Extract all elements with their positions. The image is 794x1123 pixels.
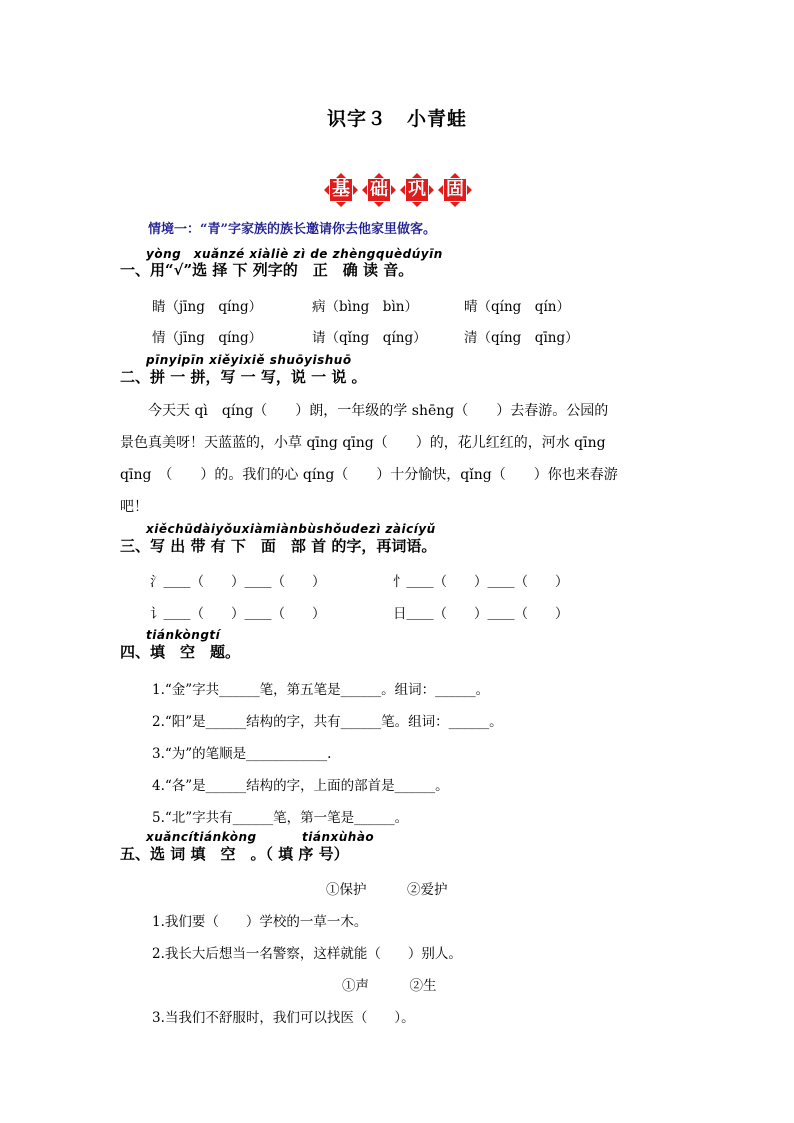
s5-question: 1.我们要（ ）学校的一草一木。 — [152, 914, 368, 930]
s4-item: 2.“阳”是______结构的字，共有______笔。组词：______。 — [152, 714, 503, 730]
s2-passage-line: qīng （ ）的。我们的心 qíng（ ）十分愉快，qǐng（ ）你也来春游 — [120, 467, 618, 483]
scenario-text: 情境一：“青”字家族的族长邀请你去他家里做客。 — [148, 222, 436, 237]
s3-row: 讠＿＿（ ）＿＿（ ） — [150, 606, 326, 622]
section5-pinyin-2: tiánxùhào — [302, 830, 375, 844]
s1-option: 清（qíng qīng） — [464, 330, 579, 346]
s3-row: 氵＿＿（ ）＿＿（ ） — [150, 574, 326, 590]
section5-heading: 五、选 词 填 空 。（ 填 序 号） — [120, 845, 349, 863]
s5-options: ①保护 ②爱护 — [326, 882, 448, 898]
badge-char: 基 — [324, 173, 358, 207]
s5-question: 2.我长大后想当一名警察，这样就能（ ）别人。 — [152, 946, 462, 962]
s1-option: 请（qǐng qíng） — [312, 330, 427, 346]
section-badge — [324, 173, 472, 207]
badge-char: 固 — [438, 173, 472, 207]
s4-item: 1.“金”字共______笔，第五笔是______。组词：______。 — [152, 682, 490, 698]
badge-char: 础 — [362, 173, 396, 207]
s1-option: 睛（jīng qíng） — [152, 299, 263, 315]
section5-pinyin: xuǎncítiánkòng — [146, 830, 257, 844]
s1-option: 病（bìng bìn） — [312, 299, 418, 315]
section4-heading: 四、填 空 题。 — [120, 643, 241, 661]
s2-passage-line: 今天天 qì qíng（ ）朗，一年级的学 shēng（ ）去春游。公园的 — [148, 403, 609, 419]
section1-heading: 一、用“√”选 择 下 列字的 正 确 读 音。 — [120, 261, 414, 279]
s2-passage-line: 吧！ — [120, 499, 148, 515]
s4-item: 3.“为”的笔顺是____________. — [152, 746, 332, 762]
s3-row: 日＿＿（ ）＿＿（ ） — [393, 606, 569, 622]
section3-pinyin: xiěchūdàiyǒuxiàmiànbùshǒudezì zàicíyǔ — [146, 522, 436, 536]
s4-item: 5.“北”字共有______笔，第一笔是______。 — [152, 810, 409, 826]
section2-heading: 二、拼 一 拼，写 一 写，说 一 说 。 — [120, 368, 367, 386]
section3-heading: 三、写 出 带 有 下 面 部 首 的字，再词语。 — [120, 537, 437, 555]
s1-option: 情（jīng qíng） — [152, 330, 263, 346]
s5-question: 3.当我们不舒服时，我们可以找医（ ）。 — [152, 1010, 415, 1026]
s2-passage-line: 景色真美呀！天蓝蓝的，小草 qīng qīng（ ）的，花儿红红的，河水 qīng — [120, 435, 606, 451]
section2-pinyin: pīnyipīn xiěyixiě shuōyishuō — [146, 353, 352, 367]
s1-option: 晴（qíng qín） — [464, 299, 570, 315]
badge-char: 巩 — [400, 173, 434, 207]
s4-item: 4.“各”是______结构的字，上面的部首是______。 — [152, 778, 449, 794]
section1-pinyin: yòng xuǎnzé xiàliè zì de zhèngquèdúyīn — [146, 247, 443, 261]
s5-options: ①声 ②生 — [342, 978, 437, 994]
section4-pinyin: tiánkòngtí — [146, 628, 221, 642]
page-title: 识字３ 小青蛙 — [326, 108, 467, 130]
s3-row: 忄＿＿（ ）＿＿（ ） — [393, 574, 569, 590]
